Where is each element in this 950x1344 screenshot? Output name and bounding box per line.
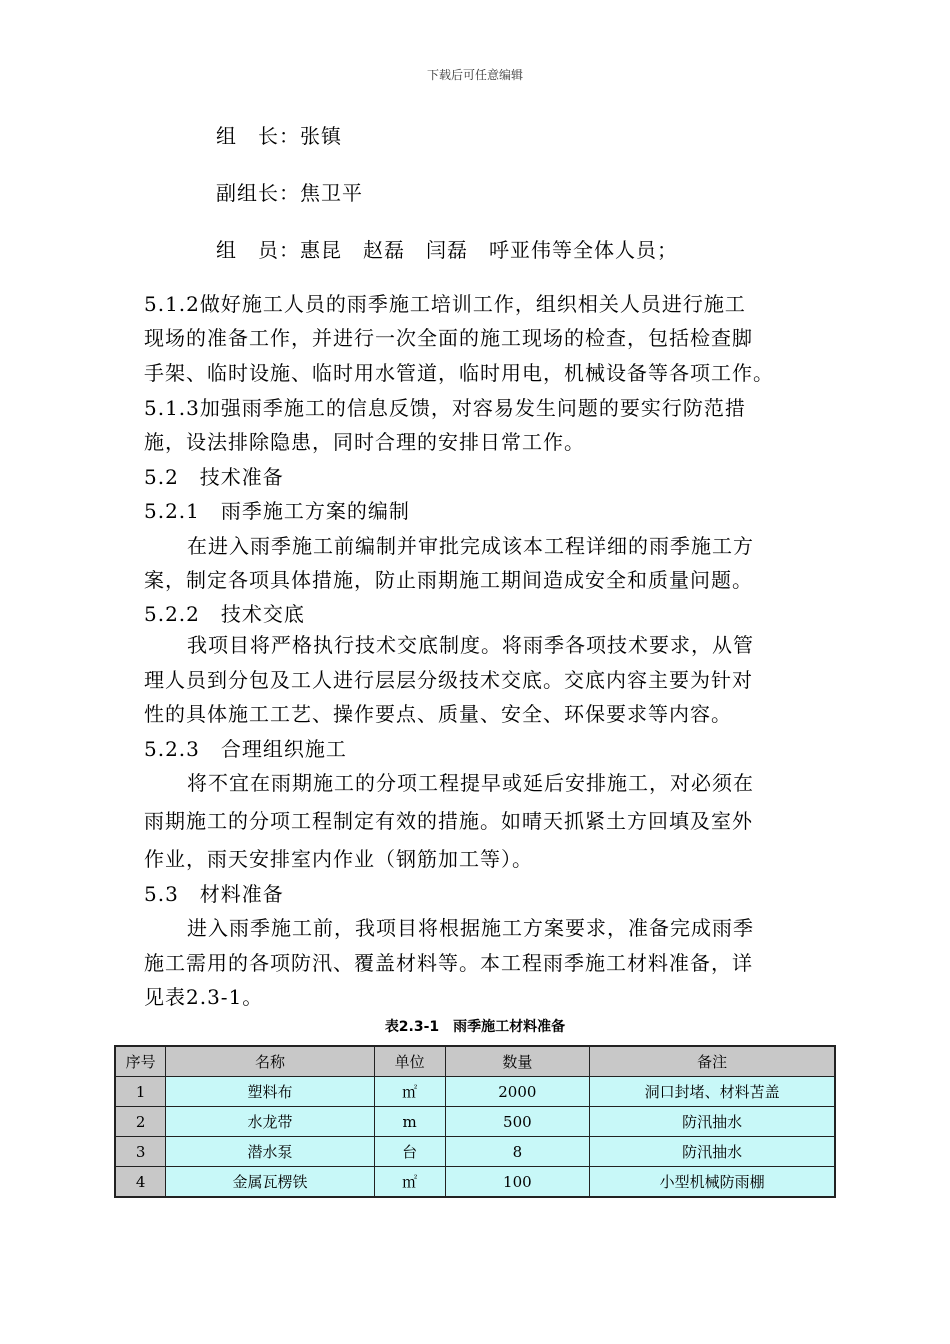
table-header-row bbox=[115, 1046, 835, 1077]
body-line: 作业，雨天安排室内作业（钢筋加工等）。 bbox=[144, 847, 533, 871]
body-line: 手架、临时设施、临时用水管道，临时用电，机械设备等各项工作。 bbox=[144, 361, 774, 385]
row-remark: 小型机械防雨棚 bbox=[590, 1167, 835, 1198]
row-unit: ㎡ bbox=[374, 1077, 445, 1107]
table-row bbox=[115, 1167, 835, 1198]
header-index: 序号 bbox=[115, 1046, 166, 1077]
body-line: 5.1.2做好施工人员的雨季施工培训工作，组织相关人员进行施工 bbox=[144, 292, 746, 316]
body-line: 我项目将严格执行技术交底制度。将雨季各项技术要求，从管 bbox=[166, 633, 754, 657]
body-line: 在进入雨季施工前编制并审批完成该本工程详细的雨季施工方 bbox=[166, 534, 754, 558]
page-header: 下载后可任意编辑 bbox=[426, 68, 523, 82]
body-line: 5.1.3加强雨季施工的信息反馈，对容易发生问题的要实行防范措 bbox=[144, 396, 746, 420]
body-line: 施，设法排除隐患，同时合理的安排日常工作。 bbox=[144, 430, 585, 454]
team-vice-leader: 副组长：焦卫平 bbox=[216, 181, 363, 205]
row-index: 1 bbox=[115, 1077, 166, 1107]
header-unit: 单位 bbox=[374, 1046, 445, 1077]
section-heading: 5.2 技术准备 bbox=[144, 465, 284, 489]
row-name: 水龙带 bbox=[166, 1107, 374, 1137]
materials-table bbox=[114, 1045, 836, 1198]
body-line: 现场的准备工作，并进行一次全面的施工现场的检查，包括检查脚 bbox=[144, 326, 753, 350]
row-unit: ㎡ bbox=[374, 1167, 445, 1198]
body-line: 施工需用的各项防汛、覆盖材料等。本工程雨季施工材料准备，详 bbox=[144, 951, 753, 975]
row-remark: 防汛抽水 bbox=[590, 1137, 835, 1167]
section-heading: 5.2.1 雨季施工方案的编制 bbox=[144, 499, 410, 523]
row-name: 潜水泵 bbox=[166, 1137, 374, 1167]
body-line: 进入雨季施工前，我项目将根据施工方案要求，准备完成雨季 bbox=[166, 916, 754, 940]
body-line: 雨期施工的分项工程制定有效的措施。如晴天抓紧土方回填及室外 bbox=[144, 809, 753, 833]
row-name: 金属瓦楞铁 bbox=[166, 1167, 374, 1198]
table-row bbox=[115, 1077, 835, 1107]
table-row bbox=[115, 1137, 835, 1167]
row-unit: m bbox=[374, 1107, 445, 1137]
row-unit: 台 bbox=[374, 1137, 445, 1167]
team-members: 组 员：惠昆 赵磊 闫磊 呼亚伟等全体人员； bbox=[216, 238, 678, 262]
row-quantity: 100 bbox=[445, 1167, 590, 1198]
section-heading: 5.2.3 合理组织施工 bbox=[144, 737, 347, 761]
table-caption: 表2.3-1 雨季施工材料准备 bbox=[384, 1019, 566, 1035]
row-quantity: 500 bbox=[445, 1107, 590, 1137]
row-index: 2 bbox=[115, 1107, 166, 1137]
row-remark: 洞口封堵、材料苫盖 bbox=[590, 1077, 835, 1107]
row-name: 塑料布 bbox=[166, 1077, 374, 1107]
body-line: 见表2.3-1。 bbox=[144, 985, 264, 1009]
body-line: 理人员到分包及工人进行层层分级技术交底。交底内容主要为针对 bbox=[144, 668, 753, 692]
body-line: 案，制定各项具体措施，防止雨期施工期间造成安全和质量问题。 bbox=[144, 568, 753, 592]
row-quantity: 8 bbox=[445, 1137, 590, 1167]
header-name: 名称 bbox=[166, 1046, 374, 1077]
table-row bbox=[115, 1107, 835, 1137]
header-quantity: 数量 bbox=[445, 1046, 590, 1077]
row-quantity: 2000 bbox=[445, 1077, 590, 1107]
row-index: 3 bbox=[115, 1137, 166, 1167]
section-heading: 5.2.2 技术交底 bbox=[144, 602, 305, 626]
body-line: 性的具体施工工艺、操作要点、质量、安全、环保要求等内容。 bbox=[144, 702, 732, 726]
header-remark: 备注 bbox=[590, 1046, 835, 1077]
body-line: 将不宜在雨期施工的分项工程提早或延后安排施工，对必须在 bbox=[166, 771, 754, 795]
row-index: 4 bbox=[115, 1167, 166, 1198]
team-leader: 组 长：张镇 bbox=[216, 124, 342, 148]
row-remark: 防汛抽水 bbox=[590, 1107, 835, 1137]
section-heading: 5.3 材料准备 bbox=[144, 882, 284, 906]
